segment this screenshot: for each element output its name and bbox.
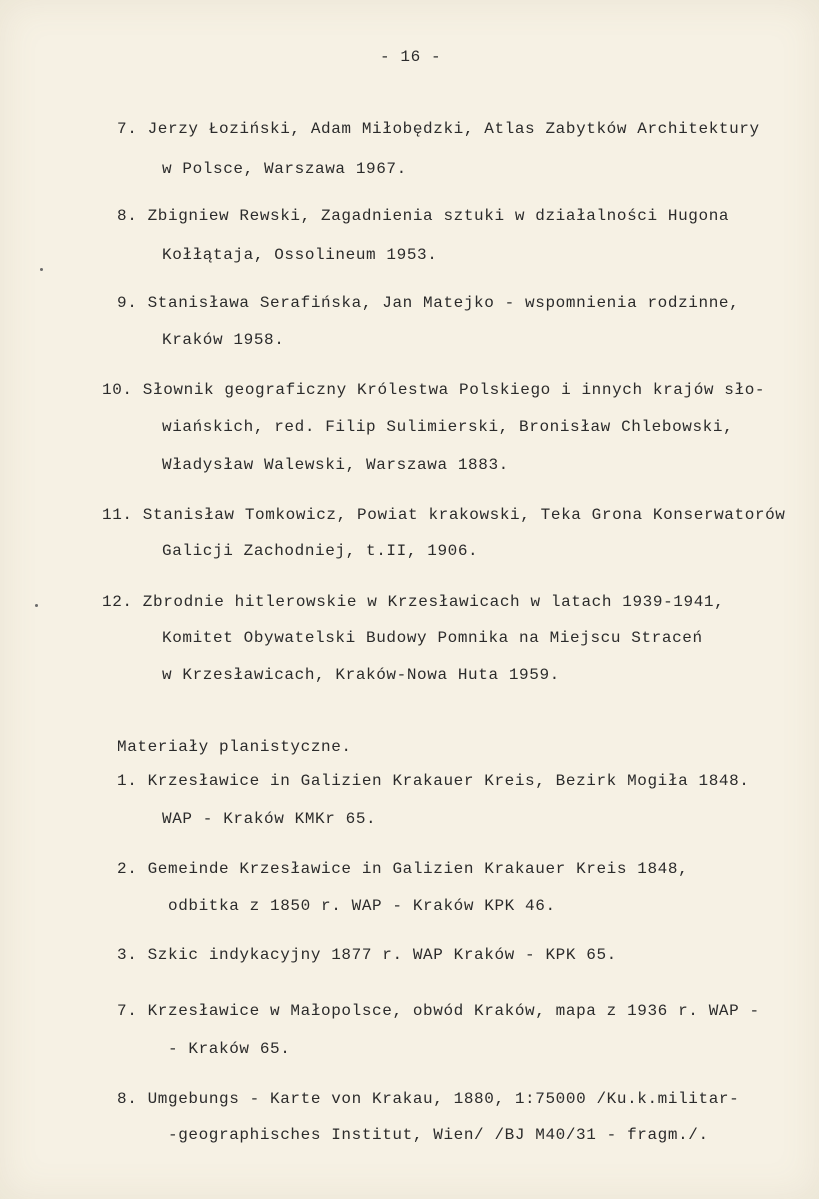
page-number: - 16 - [380, 48, 442, 66]
planning-material-7-line-2: - Kraków 65. [168, 1040, 291, 1058]
reference-10-line-1: 10. Słownik geograficzny Królestwa Polskiego i innych krajów sło- [102, 381, 766, 399]
reference-12-line-2: Komitet Obywatelski Budowy Pomnika na Miejscu Straceń [162, 629, 703, 647]
reference-8-line-2: Kołłątaja, Ossolineum 1953. [162, 246, 438, 264]
reference-10-line-3: Władysław Walewski, Warszawa 1883. [162, 456, 509, 474]
reference-7-line-2: w Polsce, Warszawa 1967. [162, 160, 407, 178]
margin-speck [35, 604, 38, 607]
reference-7-line-1: 7. Jerzy Łoziński, Adam Miłobędzki, Atlas Zabytków Architektury [117, 120, 760, 138]
reference-11-line-1: 11. Stanisław Tomkowicz, Powiat krakowski, Teka Grona Konserwatorów [102, 506, 786, 524]
planning-material-8-line-1: 8. Umgebungs - Karte von Krakau, 1880, 1:75000 /Ku.k.militar- [117, 1090, 740, 1108]
reference-11-line-2: Galicji Zachodniej, t.II, 1906. [162, 542, 479, 560]
planning-material-2-line-2: odbitka z 1850 r. WAP - Kraków KPK 46. [168, 897, 556, 915]
planning-material-1-line-2: WAP - Kraków KMKr 65. [162, 810, 377, 828]
reference-9-line-2: Kraków 1958. [162, 331, 285, 349]
reference-12-line-1: 12. Zbrodnie hitlerowskie w Krzesławicach w latach 1939-1941, [102, 593, 725, 611]
section-heading: Materiały planistyczne. [117, 738, 352, 756]
reference-12-line-3: w Krzesławicach, Kraków-Nowa Huta 1959. [162, 666, 560, 684]
planning-material-7-line-1: 7. Krzesławice w Małopolsce, obwód Kraków, mapa z 1936 r. WAP - [117, 1002, 760, 1020]
reference-8-line-1: 8. Zbigniew Rewski, Zagadnienia sztuki w działalności Hugona [117, 207, 730, 225]
reference-9-line-1: 9. Stanisława Serafińska, Jan Matejko - wspomnienia rodzinne, [117, 294, 740, 312]
planning-material-1-line-1: 1. Krzesławice in Galizien Krakauer Kreis, Bezirk Mogiła 1848. [117, 772, 750, 790]
planning-material-3-line-1: 3. Szkic indykacyjny 1877 r. WAP Kraków - KPK 65. [117, 946, 617, 964]
planning-material-8-line-2: -geographisches Institut, Wien/ /BJ M40/31 - fragm./. [168, 1126, 709, 1144]
margin-speck [40, 268, 43, 271]
reference-10-line-2: wiańskich, red. Filip Sulimierski, Bronisław Chlebowski, [162, 418, 734, 436]
planning-material-2-line-1: 2. Gemeinde Krzesławice in Galizien Krakauer Kreis 1848, [117, 860, 689, 878]
